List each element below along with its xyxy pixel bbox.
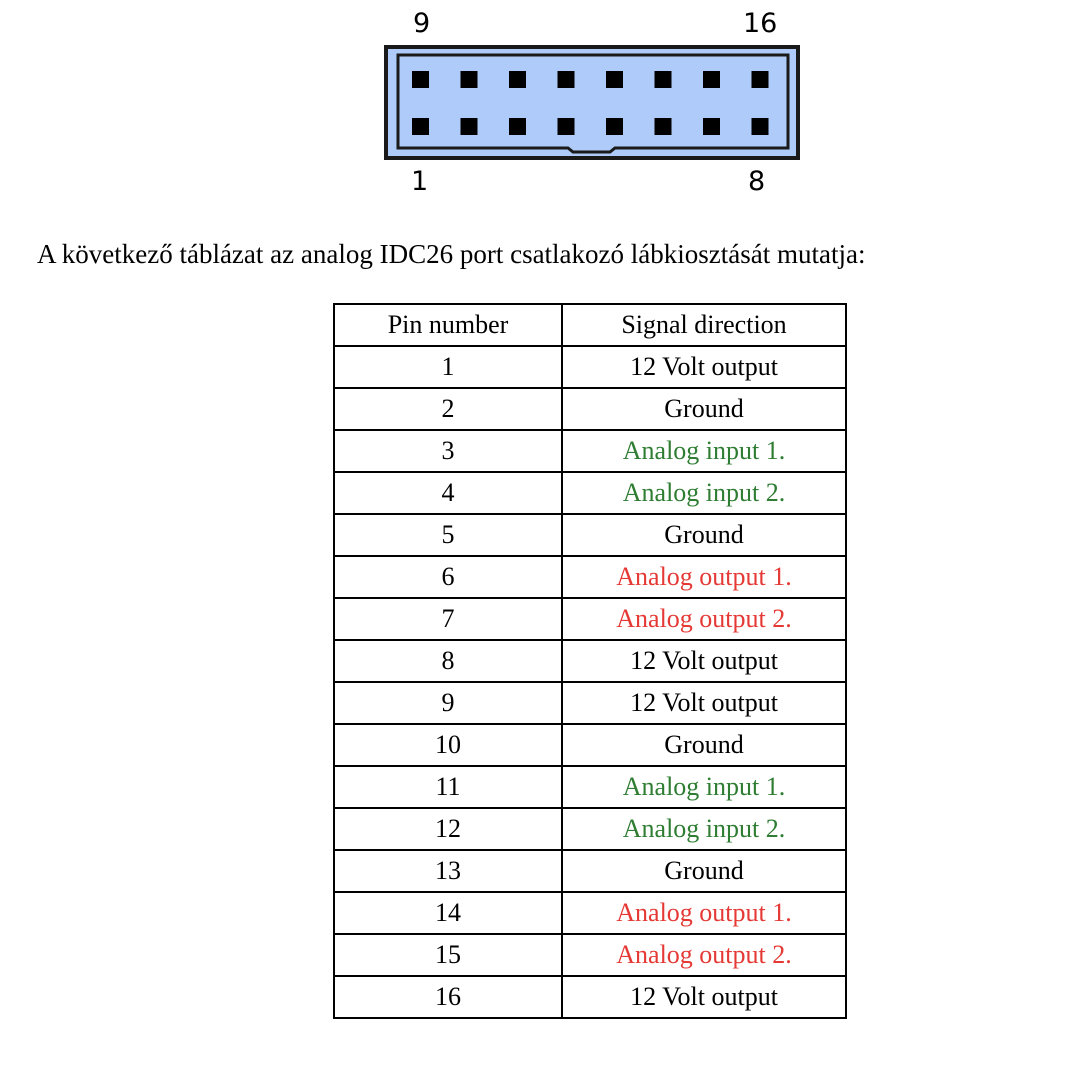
signal-cell: Ground [562, 850, 846, 892]
signal-cell: Ground [562, 514, 846, 556]
signal-cell: 12 Volt output [562, 976, 846, 1018]
pin-label-9: 9 [413, 8, 431, 39]
pin-number-cell: 7 [334, 598, 562, 640]
signal-cell: 12 Volt output [562, 640, 846, 682]
table-row [334, 556, 846, 598]
pin-hole-top [461, 71, 478, 88]
pin-number-cell: 15 [334, 934, 562, 976]
connector-diagram [370, 0, 810, 205]
pin-number-cell: 11 [334, 766, 562, 808]
pin-hole-bottom [461, 118, 478, 135]
pin-hole-bottom [558, 118, 575, 135]
pin-hole-top [412, 71, 429, 88]
pin-hole-bottom [703, 118, 720, 135]
table-row [334, 850, 846, 892]
header-signal-direction: Signal direction [562, 304, 846, 346]
table-header-row [334, 304, 846, 346]
table-row [334, 976, 846, 1018]
pin-number-cell: 12 [334, 808, 562, 850]
pin-hole-bottom [655, 118, 672, 135]
table-row [334, 514, 846, 556]
signal-cell: Analog output 2. [562, 934, 846, 976]
table-row [334, 598, 846, 640]
header-pin-number: Pin number [334, 304, 562, 346]
table-row [334, 346, 846, 388]
pin-number-cell: 1 [334, 346, 562, 388]
signal-cell: Analog input 1. [562, 766, 846, 808]
signal-cell: Analog output 2. [562, 598, 846, 640]
signal-cell: Analog input 2. [562, 472, 846, 514]
signal-cell: Analog output 1. [562, 892, 846, 934]
pin-hole-top [655, 71, 672, 88]
pin-number-cell: 9 [334, 682, 562, 724]
pin-hole-bottom [509, 118, 526, 135]
pin-number-cell: 13 [334, 850, 562, 892]
table-row [334, 682, 846, 724]
table-row [334, 766, 846, 808]
pin-label-1: 1 [411, 166, 429, 197]
pin-number-cell: 16 [334, 976, 562, 1018]
pin-hole-top [752, 71, 769, 88]
idc-connector-body [370, 0, 810, 205]
table-row [334, 388, 846, 430]
signal-cell: Ground [562, 388, 846, 430]
signal-cell: 12 Volt output [562, 346, 846, 388]
pin-hole-top [558, 71, 575, 88]
table-row [334, 430, 846, 472]
intro-text: A következő táblázat az analog IDC26 port csatlakozó lábkiosztását mutatja: [37, 239, 866, 269]
signal-cell: Ground [562, 724, 846, 766]
pin-hole-top [509, 71, 526, 88]
pin-hole-top [606, 71, 623, 88]
pin-number-cell: 10 [334, 724, 562, 766]
signal-cell: Analog input 2. [562, 808, 846, 850]
table-row [334, 640, 846, 682]
pin-hole-bottom [752, 118, 769, 135]
table-row [334, 892, 846, 934]
pin-number-cell: 5 [334, 514, 562, 556]
pin-number-cell: 2 [334, 388, 562, 430]
pin-number-cell: 8 [334, 640, 562, 682]
table-row [334, 808, 846, 850]
table-row [334, 472, 846, 514]
pin-number-cell: 14 [334, 892, 562, 934]
pin-label-8: 8 [748, 166, 766, 197]
pin-hole-bottom [606, 118, 623, 135]
table-row [334, 934, 846, 976]
pin-number-cell: 6 [334, 556, 562, 598]
signal-cell: 12 Volt output [562, 682, 846, 724]
pin-number-cell: 3 [334, 430, 562, 472]
pin-label-16: 16 [743, 8, 778, 39]
signal-cell: Analog input 1. [562, 430, 846, 472]
table-row [334, 724, 846, 766]
pinout-table [333, 303, 847, 1019]
pin-hole-bottom [412, 118, 429, 135]
signal-cell: Analog output 1. [562, 556, 846, 598]
pin-number-cell: 4 [334, 472, 562, 514]
pin-hole-top [703, 71, 720, 88]
